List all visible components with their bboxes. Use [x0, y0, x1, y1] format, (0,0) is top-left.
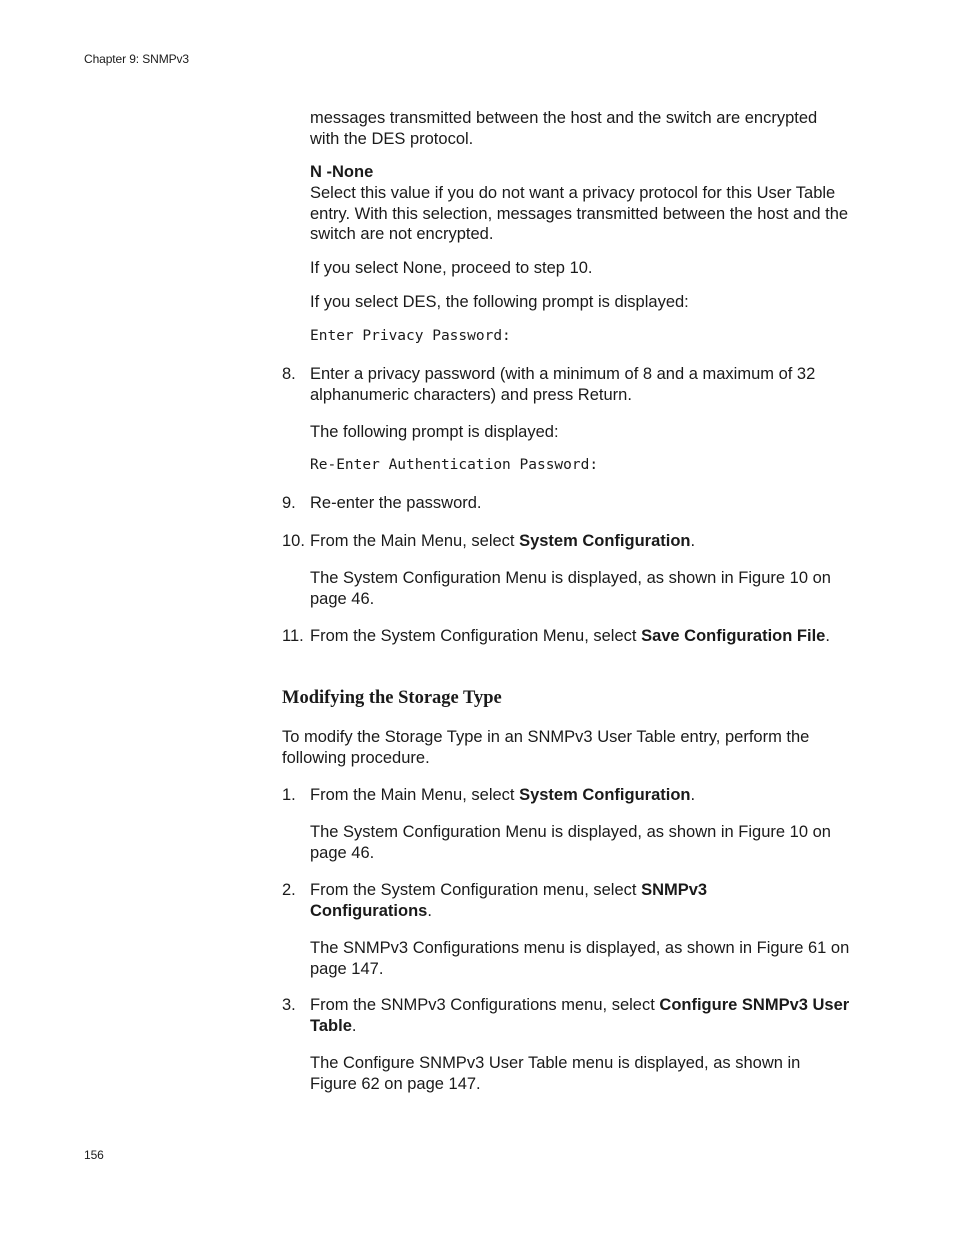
option-none-description: Select this value if you do not want a privacy protocol for this User Table entry. With this selection, messages transmitted between the host and the switch are not encrypted.: [310, 184, 849, 243]
section-intro: To modify the Storage Type in an SNMPv3 User Table entry, perform the following procedure.: [282, 728, 810, 767]
step-10-number: 10.: [282, 532, 305, 550]
running-header: Chapter 9: SNMPv3: [84, 52, 190, 66]
step-9-number: 9.: [282, 494, 296, 512]
step-1-text: From the Main Menu, select System Configuration.: [310, 786, 696, 804]
menu-option-configure-snmpv3-user-table: Configure SNMPv3 User Table: [310, 996, 850, 1035]
menu-option-system-configuration: System Configuration: [519, 786, 691, 804]
step-3-text: From the SNMPv3 Configurations menu, select Configure SNMPv3 User Table.: [310, 996, 850, 1035]
step-2-note: The SNMPv3 Configurations menu is displayed, as shown in Figure 61 on page 147.: [310, 939, 850, 978]
step-2-number: 2.: [282, 881, 296, 899]
step-2-text: From the System Configuration menu, select SNMPv3 Configurations.: [310, 881, 708, 920]
menu-option-snmpv3-configurations: SNMPv3 Configurations: [310, 881, 708, 920]
step-9-text: Re-enter the password.: [310, 494, 482, 512]
prompt-privacy-password: Enter Privacy Password:: [310, 328, 511, 344]
option-none-title: N -None: [310, 163, 374, 181]
step-3-note: The Configure SNMPv3 User Table menu is displayed, as shown in Figure 62 on page 147.: [310, 1054, 801, 1093]
step-10-text: From the Main Menu, select System Configuration.: [310, 532, 696, 550]
step-1-note: The System Configuration Menu is displayed, as shown in Figure 10 on page 46.: [310, 823, 831, 862]
step-1-number: 1.: [282, 786, 296, 804]
paragraph-if-des: If you select DES, the following prompt is displayed:: [310, 293, 689, 311]
menu-option-system-configuration: System Configuration: [519, 532, 691, 550]
paragraph-des-encryption: messages transmitted between the host and the switch are encrypted with the DES protocol.: [310, 109, 818, 148]
step-3-number: 3.: [282, 996, 296, 1014]
step-11-text: From the System Configuration Menu, select Save Configuration File.: [310, 627, 830, 645]
page-number: 156: [84, 1148, 104, 1162]
step-10-note: The System Configuration Menu is displayed, as shown in Figure 10 on page 46.: [310, 569, 831, 608]
step-8-text: Enter a privacy password (with a minimum of 8 and a maximum of 32 alphanumeric characters) and press Return.: [310, 365, 816, 404]
prompt-reenter-password: Re-Enter Authentication Password:: [310, 457, 599, 473]
paragraph-if-none: If you select None, proceed to step 10.: [310, 259, 593, 277]
menu-option-save-configuration-file: Save Configuration File: [641, 627, 826, 645]
step-11-number: 11.: [282, 627, 304, 645]
paragraph-following-prompt: The following prompt is displayed:: [310, 423, 559, 441]
section-title: Modifying the Storage Type: [282, 688, 502, 708]
step-8-number: 8.: [282, 365, 296, 383]
